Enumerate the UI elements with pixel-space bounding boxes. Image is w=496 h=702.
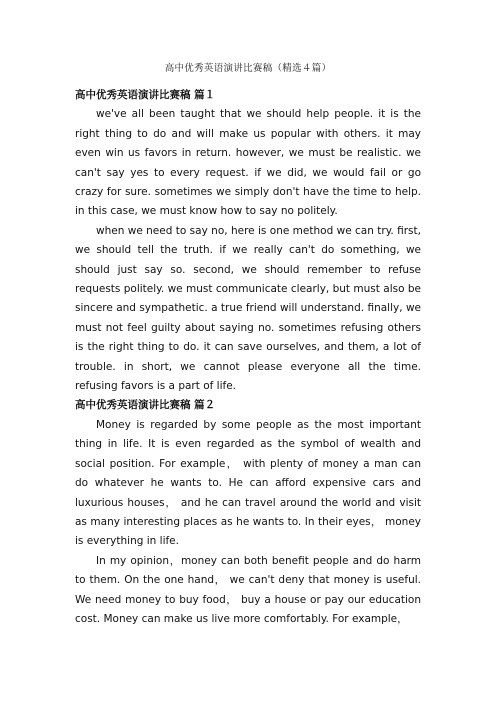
paragraph: Money is regarded by some people as the most important thing in life. It is even regarded as the symbol of wealth and social position. For example， with plenty of money a man can do whatever he wants to. He can afford expensive cars and luxurious houses， and he can travel around the world and visit as many interesting places as he wants to. In their eyes， money is everything in life. bbox=[75, 418, 421, 548]
section-2 bbox=[75, 396, 421, 629]
paragraph: In my opinion，money can both benefit people and do harm to them. On the one hand， we can't deny that money is useful. We need money to buy food， buy a house or pay our education cost. Money can make us live more comfortably. For example， bbox=[75, 554, 421, 625]
section-heading: 高中优秀英语演讲比赛稿 篇２ bbox=[75, 399, 216, 412]
section-heading: 高中优秀英语演讲比赛稿 篇１ bbox=[75, 89, 216, 101]
paragraph: we've all been taught that we should help people. it is the right thing to do and will make us popular with others. it may even win us favors in return. however, we must be realistic. we can't say yes to every request. if we did, we would fail or go crazy for sure. sometimes we simply don't have the time to help. in this case, we must know how to say no politely. bbox=[75, 108, 421, 218]
paragraph: when we need to say no, here is one method we can try. first, we should tell the truth. if we really can't do something, we should just say so. second, we should remember to refuse requests politely. we must communicate clearly, but must also be sincere and sympathetic. a true friend will understand. finally, we must not feel guilty about saying no. sometimes refusing others is the right thing to do. it can save ourselves, and them, a lot of trouble. in short, we cannot please everyone all the time. refusing favors is a part of life. bbox=[75, 224, 421, 393]
document-title: 高中优秀英语演讲比赛稿（精选４篇） bbox=[164, 63, 332, 74]
document-body bbox=[75, 86, 421, 629]
section-1 bbox=[75, 86, 421, 396]
